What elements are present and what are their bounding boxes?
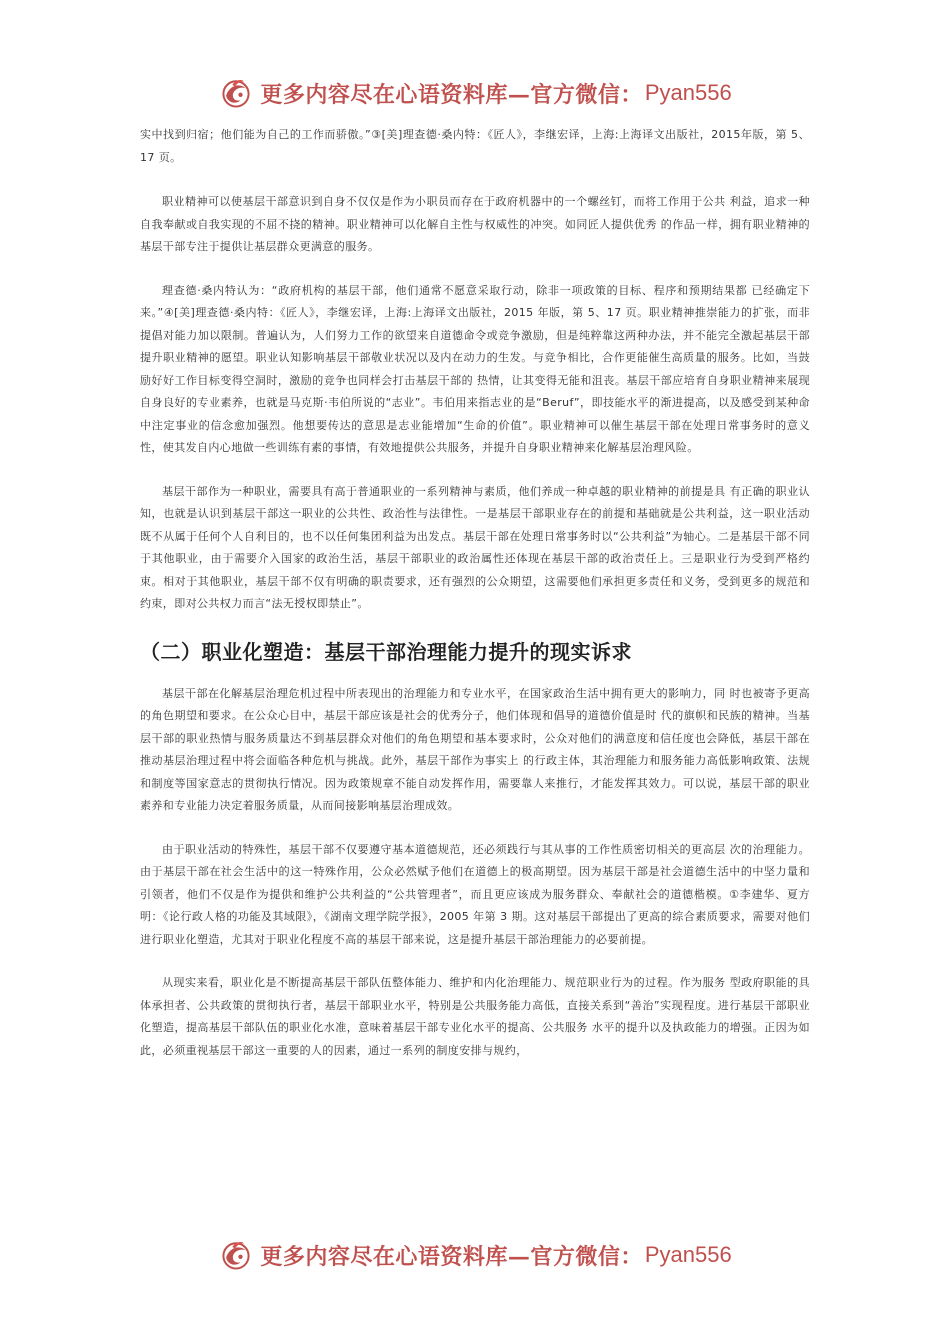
paragraph: 由于职业活动的特殊性，基层干部不仅要遵守基本道德规范，还必须践行与其从事的工作性质密切相关的更高层 次的治理能力。由于基层干部在社会生活中的这一特殊作用，公众必然赋予他们在道德上的极高期望。因为基层干部是社会道德生活中的中坚力量和引领者，他们不仅是作为提供和维护公共利益的“公共管理者”，而且更应该成为服务群众、奉献社会的道德楷模。①李建华、夏方明：《论行政人格的功能及其域限》，《湖南文理学院学报》，2005 年第 3 期。这对基层干部提出了更高的综合素质要求，需要对他们进行职业化塑造，尤其对于职业化程度不高的基层干部来说，这是提升基层干部治理能力的必要前提。 <box>140 842 810 946</box>
section-heading: （二）职业化塑造：基层干部治理能力提升的现实诉求 <box>140 639 632 664</box>
document-body <box>140 124 810 1083</box>
banner-wechat-handle: Pyan556 <box>644 80 732 105</box>
watermark-banner-top <box>0 70 950 116</box>
flame-swirl-logo-icon <box>218 75 254 111</box>
banner-text: 更多内容尽在心语资料库—官方微信： <box>260 1243 643 1270</box>
flame-swirl-logo-icon <box>218 1237 254 1273</box>
watermark-banner-bottom <box>0 1232 950 1278</box>
paragraph: 基层干部在化解基层治理危机过程中所表现出的治理能力和专业水平，在国家政治生活中拥有更大的影响力，同 时也被寄予更高的角色期望和要求。在公众心目中，基层干部应该是社会的优秀分子，他们体现和倡导的道德价值是时 代的旗帜和民族的精神。当基层干部的职业热情与服务质量达不到基层群众对他们的角色期望和基本要求时，公众对他们的满意度和信任度也会降低，基层干部在推动基层治理过程中将会面临各种危机与挑战。此外，基层干部作为事实上 的行政主体，其治理能力和服务能力高低影响政策、法规和制度等国家意志的贯彻执行情况。因为政策规章不能自动发挥作用，需要靠人来推行，才能发挥其效力。可以说，基层干部的职业素养和专业能力决定着服务质量，从而间接影响基层治理成效。 <box>140 686 810 812</box>
paragraph: 理查德·桑内特认为：“政府机构的基层干部，他们通常不愿意采取行动，除非一项政策的目标、程序和预期结果都 已经确定下来。”④[美]理查德·桑内特：《匠人》，李继宏译，上海:上海译文出版社，2015 年版，第 5、17 页。职业精神推崇能力的扩张，而非提倡对能力加以限制。普遍认为，人们努力工作的欲望来自道德命令或竞争激励，但是纯粹靠这两种办法，并不能完全激起基层干部提升职业精神的愿望。职业认知影响基层干部敬业状况以及内在动力的生发。与竞争相比，合作更能催生高质量的服务。比如，当鼓励好好工作目标变得空洞时，激励的竞争也同样会打击基层干部的 热情，让其变得无能和沮丧。基层干部应培育自身职业精神来展现自身良好的专业素养，也就是马克斯·韦伯所说的“志业”。韦伯用来指志业的是“Beruf”，即技能水平的渐进提高，以及感受到某种命中注定事业的信念愈加强烈。他想要传达的意思是志业能增加“生命的价值”。职业精神可以催生基层干部在处理日常事务时的意义性，使其发自内心地做一些训练有素的事情，有效地提供公共服务，并提升自身职业精神来化解基层治理风险。 <box>140 283 810 454</box>
paragraph: 职业精神可以使基层干部意识到自身不仅仅是作为小职员而存在于政府机器中的一个螺丝钉，而将工作用于公共 利益，追求一种自我奉献或自我实现的不屈不挠的精神。职业精神可以化解自主性与权威性的冲突。如同匠人提供优秀 的作品一样，拥有职业精神的基层干部专注于提供让基层群众更满意的服务。 <box>140 195 810 253</box>
paragraph: 基层干部作为一种职业，需要具有高于普通职业的一系列精神与素质，他们养成一种卓越的职业精神的前提是具 有正确的职业认知，也就是认识到基层干部这一职业的公共性、政治性与法律性。一是基层干部职业存在的前提和基础就是公共利益，这一职业活动既不从属于任何个人自利目的，也不以任何集团利益为出发点。基层干部在处理日常事务时以“公共利益”为轴心。二是基层干部不同于其他职业，由于需要介入国家的政治生活，基层干部职业的政治属性还体现在基层干部的政治责任上。三是职业行为受到严格约束。相对于其他职业，基层干部不仅有明确的职责要求，还有强烈的公众期望，这需要他们承担更多责任和义务，受到更多的规范和约束，即对公共权力而言“法无授权即禁止”。 <box>140 484 810 610</box>
banner-wechat-handle: Pyan556 <box>644 1242 732 1267</box>
banner-text: 更多内容尽在心语资料库—官方微信： <box>260 81 643 108</box>
paragraph: 实中找到归宿；他们能为自己的工作而骄傲。”③[美]理查德·桑内特：《匠人》，李继宏译，上海:上海译文出版社，2015年版，第 5、17 页。 <box>140 128 810 164</box>
paragraph: 从现实来看，职业化是不断提高基层干部队伍整体能力、维护和内化治理能力、规范职业行为的过程。作为服务 型政府职能的具体承担者、公共政策的贯彻执行者，基层干部职业水平，特别是公共服务能力高低，直接关系到“善治”实现程度。进行基层干部职业化塑造，提高基层干部队伍的职业化水准，意味着基层干部专业化水平的提高、公共服务 水平的提升以及执政能力的增强。正因为如此，必须重视基层干部这一重要的人的因素，通过一系列的制度安排与规约， <box>140 976 810 1057</box>
